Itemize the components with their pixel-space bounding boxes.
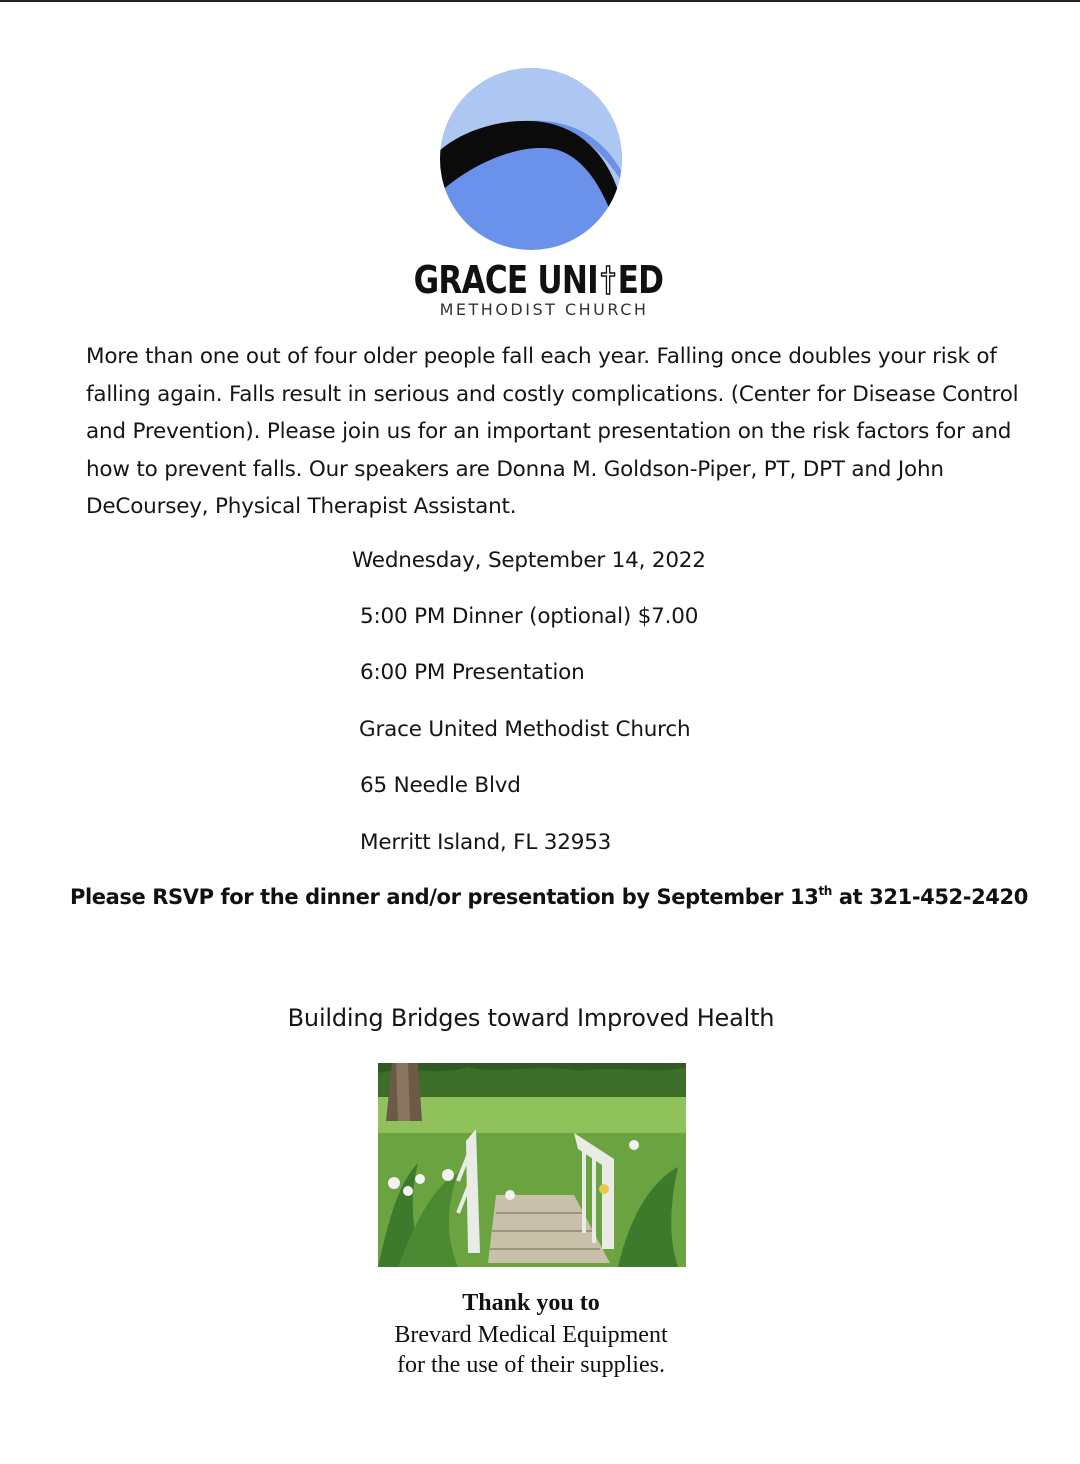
thanks-sponsor: Brevard Medical Equipment [394, 1322, 668, 1348]
rsvp-text: Please RSVP for the dinner and/or presentation by September 13 [70, 885, 819, 909]
event-city: Merritt Island, FL 32953 [360, 830, 612, 855]
church-name [96, 258, 982, 302]
thanks-note: for the use of their supplies. [397, 1352, 665, 1378]
church-name-part2: ED [617, 258, 664, 302]
cross-icon [599, 261, 617, 293]
top-border [0, 0, 1080, 2]
event-street: 65 Needle Blvd [360, 773, 521, 798]
rsvp-notice [70, 884, 1028, 909]
event-presentation: 6:00 PM Presentation [360, 660, 585, 685]
event-dinner: 5:00 PM Dinner (optional) $7.00 [360, 604, 699, 629]
intro-paragraph: More than one out of four older people fall each year. Falling once doubles your risk of falling again. Falls result in serious and costly complications. (Center for Disease Control and Prevention). Please join us for an important presentation on the risk factors for and how to prevent falls. Our speakers are Donna M. Goldson-Piper, PT, DPT and John DeCoursey, Physical Therapist Assistant. [86, 344, 1019, 519]
church-logo [438, 66, 624, 252]
garden-footbridge-photo [378, 1063, 686, 1267]
rsvp-ordinal: th [818, 884, 832, 898]
event-date: Wednesday, September 14, 2022 [352, 548, 706, 573]
church-subtitle: METHODIST CHURCH [439, 300, 649, 319]
church-name-part1: GRACE UNI [413, 258, 598, 302]
rsvp-phone: at 321-452-2420 [831, 885, 1028, 909]
thanks-title: Thank you to [462, 1290, 600, 1316]
tagline: Building Bridges toward Improved Health [287, 1004, 775, 1032]
event-venue: Grace United Methodist Church [359, 717, 691, 742]
bridge-arc-logo-icon [438, 66, 624, 252]
